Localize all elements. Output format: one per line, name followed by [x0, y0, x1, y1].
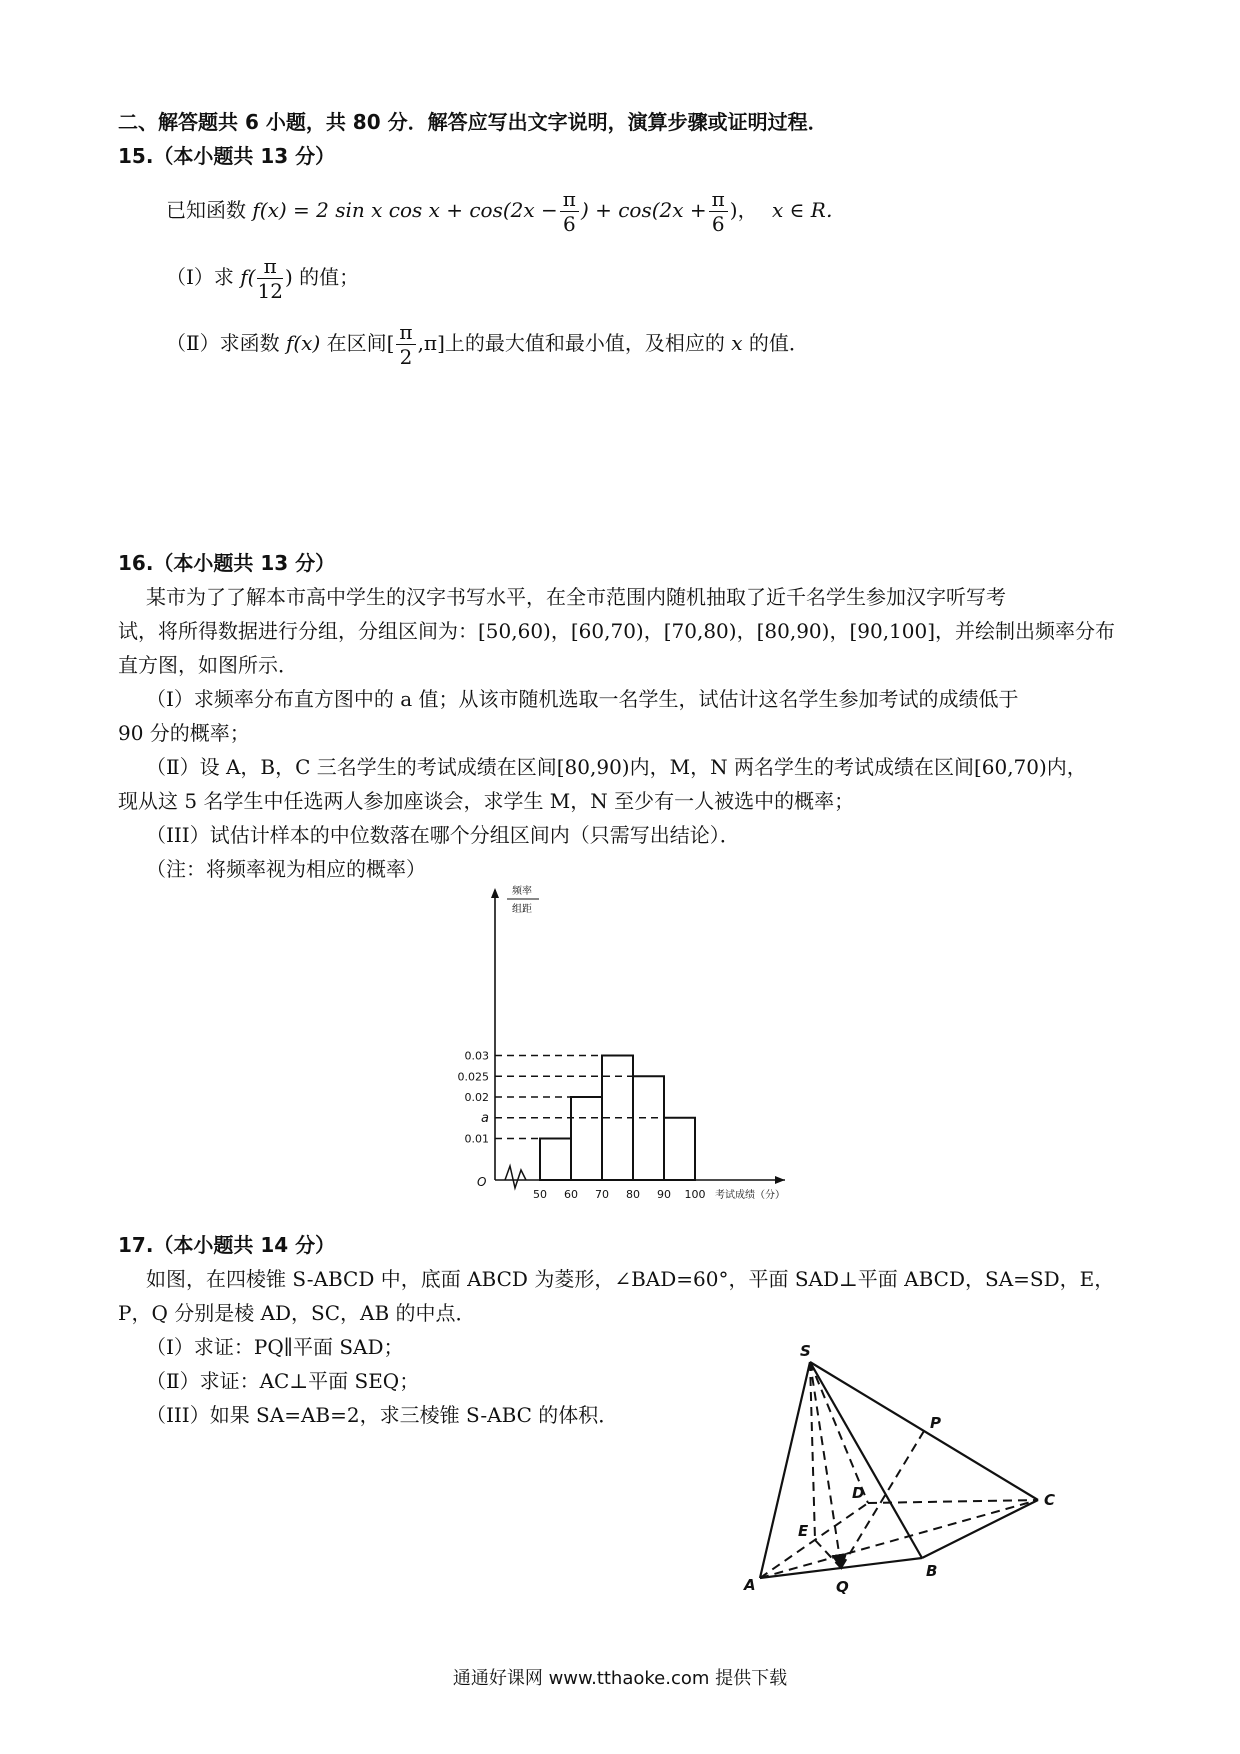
q17-p5: （III）如果 SA=AB=2，求三棱锥 S-ABC 的体积．	[146, 1403, 619, 1427]
q15-part2-mid: 在区间	[326, 331, 387, 355]
x-tick-label: 70	[595, 1188, 609, 1200]
frac-num: π	[560, 187, 579, 212]
q16-p5: 90 分的概率；	[118, 721, 250, 745]
label-E: E	[798, 1522, 809, 1540]
q16-p4: （Ⅰ）求频率分布直方图中的 a 值；从该市随机选取一名学生，试估计这名学生参加考试的成绩低于	[146, 687, 1019, 711]
q16-title: 16.（本小题共 13 分）	[118, 551, 336, 575]
q15-part1-f: f(	[240, 265, 256, 289]
x-tick-label: 80	[626, 1188, 640, 1200]
footer-source: 通通好课网 www.tthaoke.com 提供下载	[452, 1668, 788, 1689]
axis-break-zigzag	[505, 1166, 526, 1188]
q16-p8: （III）试估计样本的中位数落在哪个分组区间内（只需写出结论）．	[146, 823, 740, 847]
q15-part2-rb: ,π]	[417, 331, 445, 355]
q16-p7: 现从这 5 名学生中任选两人参加座谈会，求学生 M，N 至少有一人被选中的概率；	[118, 789, 855, 813]
y-tick-label: 0.02	[464, 1091, 489, 1104]
label-A: A	[744, 1576, 756, 1594]
q15-part2-end: 的值．	[748, 331, 809, 355]
frequency-histogram	[430, 870, 810, 1200]
q15-part1	[166, 254, 359, 303]
frac-num: π	[257, 254, 282, 279]
q17-p2: P，Q 分别是棱 AD，SC，AB 的中点．	[118, 1301, 476, 1325]
histogram-axes	[491, 888, 785, 1188]
q17-p4: （Ⅱ）求证：AC⊥平面 SEQ；	[146, 1369, 420, 1393]
q15-frac-pi-6-b	[709, 187, 728, 236]
edge-SA	[760, 1362, 810, 1578]
q15-part2	[166, 320, 809, 369]
edge-SE	[810, 1362, 815, 1540]
frac-den: 12	[257, 279, 283, 303]
q15-func-mid: ) + cos(2x +	[580, 198, 707, 222]
q15-frac-pi-12	[257, 254, 282, 303]
q17-p3: （Ⅰ）求证：PQ∥平面 SAD；	[146, 1335, 404, 1359]
q15-part2-fx: f(x)	[285, 331, 321, 355]
y-tick-label: 0.03	[464, 1049, 489, 1063]
q15-func-end: )，	[729, 198, 758, 222]
label-Q: Q	[836, 1578, 849, 1596]
label-B: B	[926, 1562, 938, 1580]
q15-part2-x: x	[731, 331, 743, 355]
histogram-bar	[540, 1139, 571, 1181]
y-axis-arrow	[491, 888, 499, 898]
edge-BC	[922, 1500, 1038, 1558]
q16-p6: （Ⅱ）设 A，B，C 三名学生的考试成绩在区间[80,90)内，M，N 两名学生的考试成绩在区间[60,70)内，	[146, 755, 1087, 779]
frac-num: π	[396, 320, 415, 345]
origin-label: O	[477, 1175, 487, 1189]
section-heading: 二、解答题共 6 小题，共 80 分．解答应写出文字说明，演算步骤或证明过程．	[118, 110, 828, 134]
x-tick-label: 50	[533, 1188, 547, 1200]
q15-title: 15.（本小题共 13 分）	[118, 144, 336, 168]
y-label-denominator: 组距	[512, 904, 532, 915]
q15-part2-prefix: （Ⅱ）求函数	[166, 331, 280, 355]
q16-p1: 某市为了了解本市高中学生的汉字书写水平，在全市范围内随机抽取了近千名学生参加汉字听写考	[146, 585, 1006, 609]
frac-den: 6	[562, 212, 576, 236]
q16-p2: 试，将所得数据进行分组，分组区间为：[50,60)，[60,70)，[70,80)，[80,90)，[90,100]，并绘制出频率分布	[118, 619, 1116, 643]
q15-part2-suffix: 上的最大值和最小值，及相应的	[444, 331, 725, 355]
q15-stem	[166, 187, 846, 236]
histogram-bar	[571, 1097, 602, 1180]
pyramid-solid-edges	[760, 1362, 1038, 1578]
q15-part1-prefix: （Ⅰ）求	[166, 265, 234, 289]
y-tick-label: 0.025	[457, 1070, 489, 1084]
x-tick-label: 90	[657, 1188, 671, 1200]
q15-stem-prefix: 已知函数	[166, 198, 246, 222]
q17-title: 17.（本小题共 14 分）	[118, 1233, 336, 1257]
q16-p9: （注：将频率视为相应的概率）	[146, 857, 426, 881]
label-C: C	[1044, 1491, 1056, 1509]
histogram-labels	[458, 884, 786, 1200]
x-axis-label: 考试成绩（分）	[715, 1190, 785, 1200]
label-P: P	[930, 1414, 941, 1432]
y-label-numerator: 频率	[512, 886, 532, 897]
edge-SD	[810, 1362, 868, 1503]
q17-p1: 如图，在四棱锥 S-ABCD 中，底面 ABCD 为菱形，∠BAD=60°，平面 SAD⊥平面 ABCD，SA=SD，E，	[146, 1267, 1115, 1291]
histogram-bar	[664, 1118, 695, 1180]
label-D: D	[852, 1484, 865, 1502]
q15-domain: x ∈ R．	[771, 198, 846, 222]
q15-frac-pi-6-a	[560, 187, 579, 236]
edge-DC	[868, 1500, 1038, 1503]
x-axis-arrow	[775, 1176, 785, 1184]
histogram-bar	[633, 1076, 664, 1180]
q15-part2-lb: [	[386, 331, 395, 355]
y-tick-label: a	[481, 1110, 489, 1126]
x-tick-label: 100	[684, 1188, 706, 1200]
frac-num: π	[709, 187, 728, 212]
frac-den: 6	[711, 212, 725, 236]
frac-den: 2	[399, 345, 413, 369]
q15-part1-suffix: ) 的值；	[284, 265, 360, 289]
x-tick-label: 60	[564, 1188, 578, 1200]
q15-frac-pi-2	[396, 320, 415, 369]
label-S: S	[800, 1342, 811, 1360]
pyramid-figure	[740, 1340, 1080, 1600]
q15-func-lhs: f(x) = 2 sin x cos x + cos(2x −	[252, 198, 558, 222]
q16-p3: 直方图，如图所示．	[118, 653, 298, 677]
y-tick-label: 0.01	[464, 1132, 489, 1146]
